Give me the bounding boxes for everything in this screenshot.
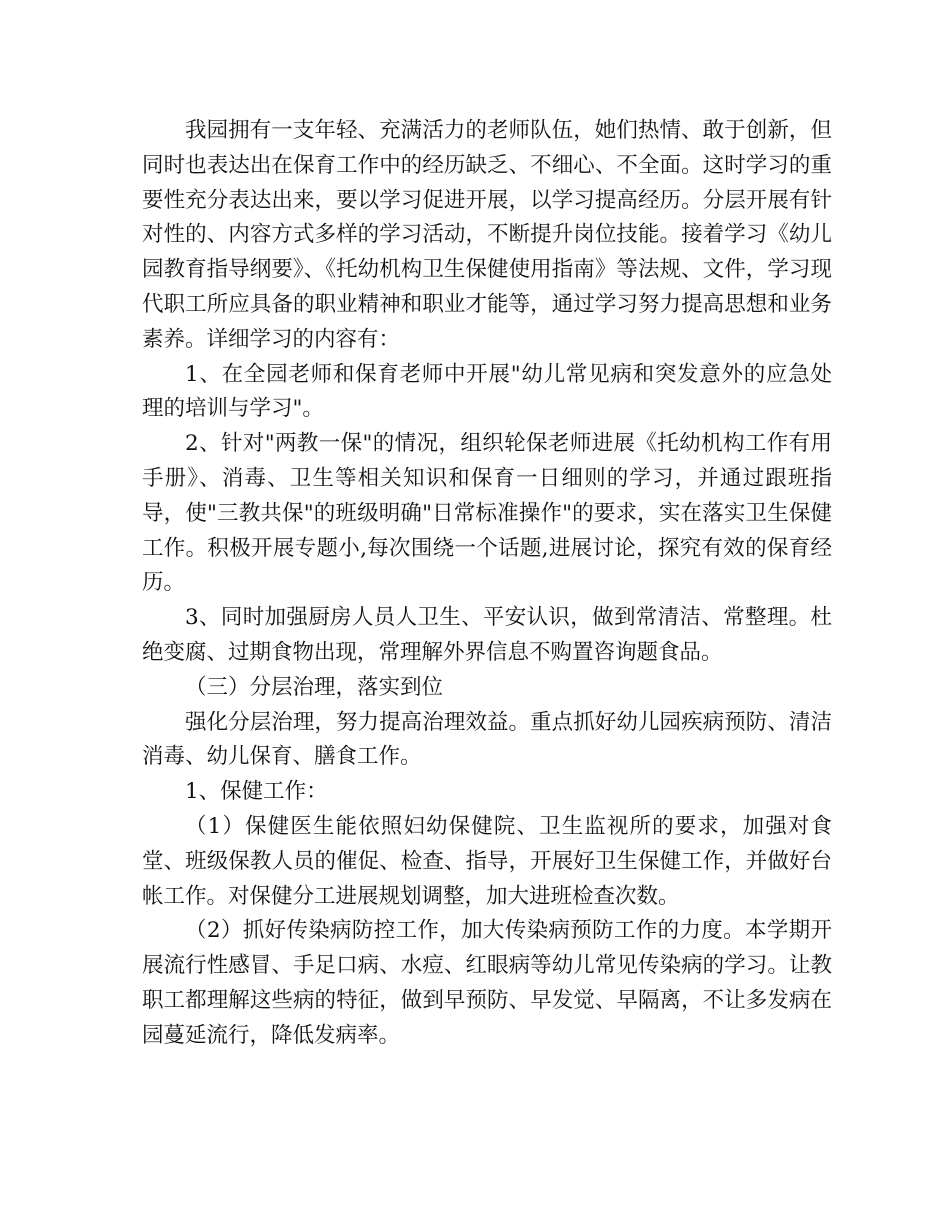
paragraph-health-1: （1）保健医生能依照妇幼保健院、卫生监视所的要求，加强对食堂、班级保教人员的催促、检查、指导，开展好卫生保健工作，并做好台帐工作。对保健分工进展规划调整，加大进班检查次数。 — [142, 813, 832, 909]
subheading-health-work: 1、保健工作： — [185, 779, 328, 805]
paragraph-item-3: 3、同时加强厨房人员人卫生、平安认识，做到常清洁、常整理。杜绝变腐、过期食物出现，常理解外界信息不购置咨询题食品。 — [142, 605, 832, 665]
paragraph-item-1: 1、在全园老师和保育老师中开展"幼儿常见病和突发意外的应急处理的培训与学习"。 — [142, 361, 832, 422]
paragraph-item-2: 2、针对"两教一保"的情况，组织轮保老师进展《托幼机构工作有用手册》、消毒、卫生等相关知识和保育一日细则的学习，并通过跟班指导，使"三教共保"的班级明确"日常标准操作"的要求，实在落实卫生保健工作。积极开展专题小,每次围绕一个话题,进展讨论，探究有效的保育经历。 — [142, 431, 832, 596]
paragraph-intro: 我园拥有一支年轻、充满活力的老师队伍，她们热情、敢于创新，但同时也表达出在保育工作中的经历缺乏、不细心、不全面。这时学习的重要性充分表达出来，要以学习促进开展，以学习提高经历。分层开展有针对性的、内容方式多样的学习活动，不断提升岗位技能。接着学习《幼儿园教育指导纲要》、《托幼机构卫生保健使用指南》等法规、文件，学习现代职工所应具备的职业精神和职业才能等，通过学习努力提高思想和业务素养。详细学习的内容有： — [142, 118, 832, 352]
document-body — [142, 114, 832, 1054]
section-heading-three: （三）分层治理，落实到位 — [185, 674, 444, 700]
paragraph-management: 强化分层治理，努力提高治理效益。重点抓好幼儿园疾病预防、清洁消毒、幼儿保育、膳食工作。 — [142, 709, 832, 770]
paragraph-health-2: （2）抓好传染病防控工作，加大传染病预防工作的力度。本学期开展流行性感冒、手足口病、水痘、红眼病等幼儿常见传染病的学习。让教职工都理解这些病的特征，做到早预防、早发觉、早隔离，不让多发病在园蔓延流行，降低发病率。 — [142, 918, 832, 1048]
